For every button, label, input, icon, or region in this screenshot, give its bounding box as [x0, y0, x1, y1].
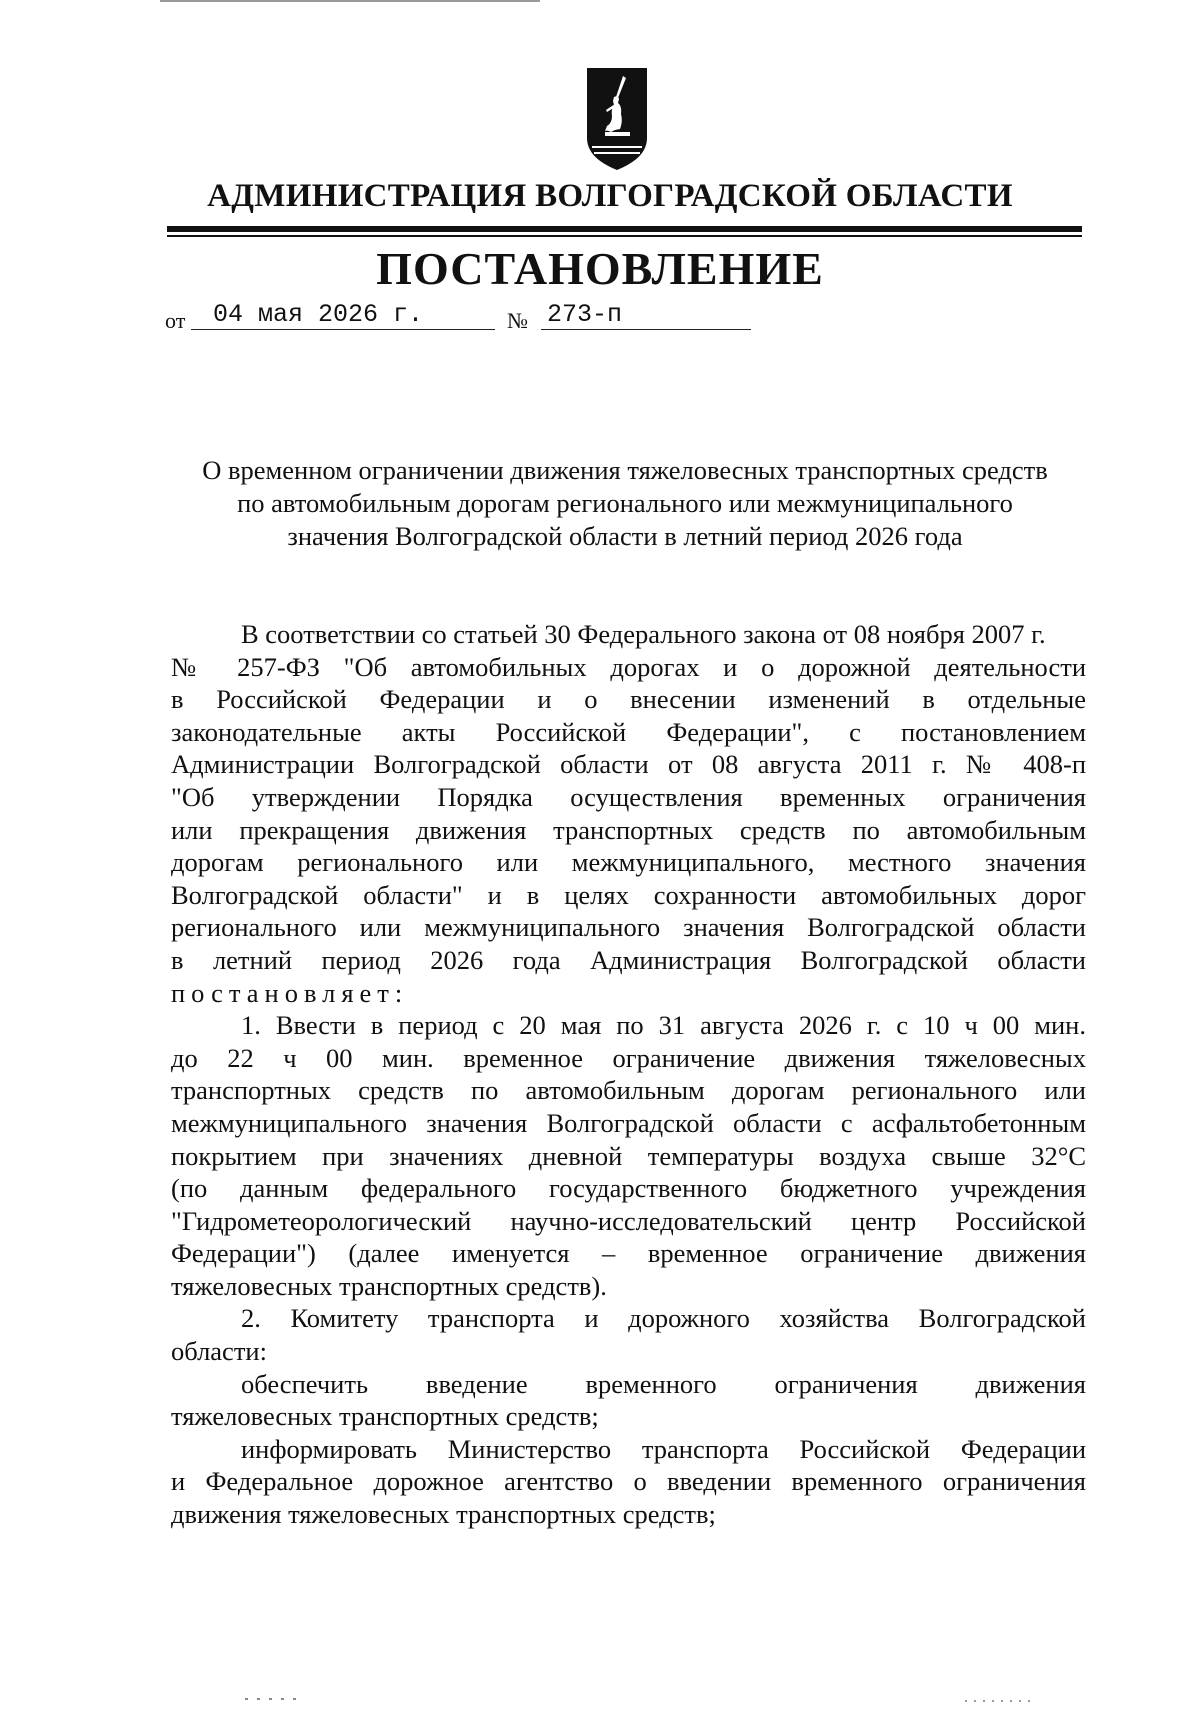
body-line: (по данным федерального государственного бюджетного учреждения [171, 1173, 1086, 1204]
body-line: В соответствии со статьей 30 Федерального закона от 08 ноября 2007 г. [241, 619, 1046, 649]
document-type-title: ПОСТАНОВЛЕНИЕ [376, 243, 824, 294]
body-line: тяжеловесных транспортных средств; [171, 1401, 599, 1432]
body-line: законодательные акты Российской Федерации", с постановлением [171, 716, 1086, 747]
scan-edge-line [160, 0, 540, 2]
body-line: Федерации") (далее именуется – временное ограничение движения [171, 1238, 1086, 1269]
header-rule-thick [167, 226, 1082, 232]
body-line: тяжеловесных транспортных средств). [171, 1270, 607, 1301]
body-line: Администрации Волгоградской области от 08 августа 2011 г. № 408-п [171, 749, 1086, 780]
body-line: в Российской Федерации и о внесении изменений в отдельные [171, 684, 1086, 715]
body-line: дорогам регионального или межмуниципального, местного значения [171, 847, 1086, 878]
body-line-resolves: постановляет: [171, 977, 409, 1008]
subject-line: по автомобильным дорогам регионального или межмуниципального [237, 488, 1013, 518]
body-line: до 22 ч 00 мин. временное ограничение движения тяжеловесных [171, 1042, 1086, 1073]
subject-line: значения Волгоградской области в летний период 2026 года [287, 521, 963, 551]
volgograd-coat-of-arms-icon [585, 66, 649, 172]
scan-artifact [245, 1698, 305, 1700]
body-line: № 257-ФЗ "Об автомобильных дорогах и о дорожной деятельности [171, 651, 1086, 682]
subject-line: О временном ограничении движения тяжеловесных транспортных средств [202, 455, 1048, 485]
date-number-line [165, 300, 765, 336]
body-line: области: [171, 1336, 267, 1367]
document-subject [165, 454, 1085, 553]
body-line: 2. Комитету транспорта и дорожного хозяйства Волгоградской [241, 1303, 1086, 1334]
organization-title: АДМИНИСТРАЦИЯ ВОЛГОГРАДСКОЙ ОБЛАСТИ [207, 178, 1013, 214]
body-line: 1. Ввести в период с 20 мая по 31 августа 2026 г. с 10 ч 00 мин. [241, 1010, 1086, 1041]
body-line: межмуниципального значения Волгоградской области с асфальтобетонным [171, 1107, 1086, 1138]
body-line: транспортных средств по автомобильным дорогам регионального или [171, 1075, 1086, 1106]
body-line: информировать Министерство транспорта Российской Федерации [241, 1433, 1086, 1464]
body-line: покрытием при значениях дневной температуры воздуха свыше 32°С [171, 1140, 1086, 1171]
body-line: "Об утверждении Порядка осуществления временных ограничения [171, 781, 1086, 812]
body-line: движения тяжеловесных транспортных средств; [171, 1499, 716, 1530]
header-rule-thin [167, 235, 1082, 237]
body-line: Волгоградской области" и в целях сохранности автомобильных дорог [171, 879, 1086, 910]
body-line: и Федеральное дорожное агентство о введении временного ограничения [171, 1466, 1086, 1497]
number-label: № [507, 308, 528, 333]
body-line: "Гидрометеорологический научно-исследовательский центр Российской [171, 1205, 1086, 1236]
body-line: регионального или межмуниципального значения Волгоградской области [171, 912, 1086, 943]
body-line: обеспечить введение временного ограничения движения [241, 1368, 1086, 1399]
date-label: от [165, 308, 186, 333]
number-value: 273-п [541, 300, 751, 330]
body-line: или прекращения движения транспортных средств по автомобильным [171, 814, 1086, 845]
body-line: в летний период 2026 года Администрация Волгоградской области [171, 944, 1086, 975]
document-body [171, 618, 1086, 1531]
date-value: 04 мая 2026 г. [191, 300, 495, 330]
scan-artifact [965, 1700, 1035, 1702]
